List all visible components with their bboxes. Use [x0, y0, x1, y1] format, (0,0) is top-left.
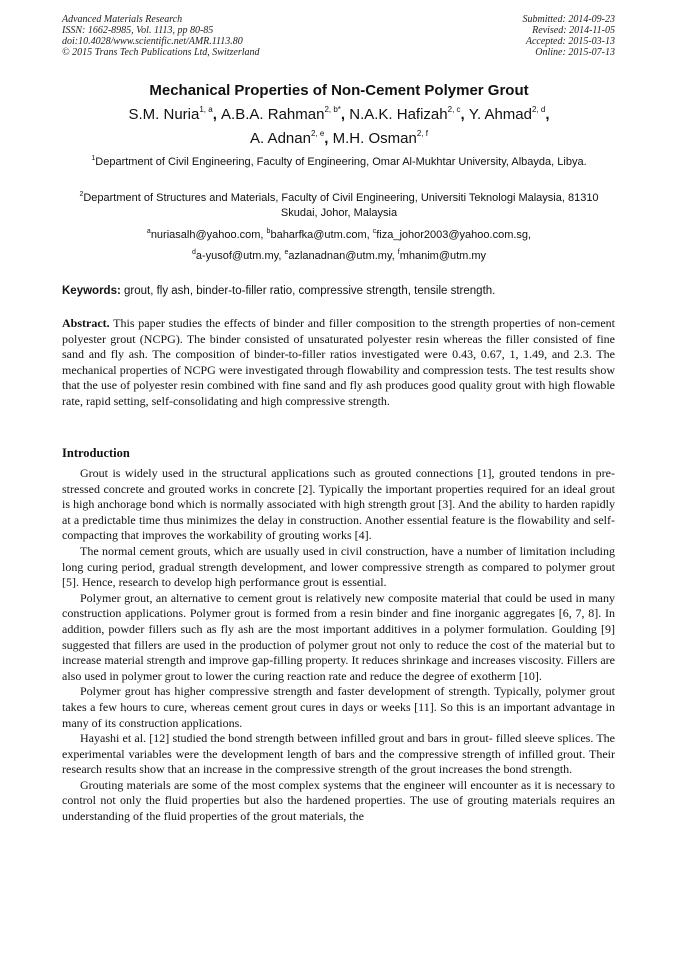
revised-date: Revised: 2014-11-05 — [532, 25, 615, 36]
author-affiliation-mark: 2, b* — [324, 105, 341, 114]
introduction-body — [62, 466, 615, 825]
email-mark: e — [284, 249, 289, 256]
journal-header-left — [62, 14, 260, 58]
author-name: A. Adnan — [250, 130, 311, 147]
email-address: azlanadnan@utm.my, — [288, 250, 398, 262]
body-paragraph: The normal cement grouts, which are usually used in civil construction, have a number of limitation including long curing period, gradual strength development, and lower compressive strength as compared to polymer grout [5]. Hence, research to develop high performance grout is essential. — [62, 543, 615, 590]
affiliation-text: Department of Structures and Materials, Faculty of Civil Engineering, Universiti Teknologi Malaysia, 81310 Skudai, Johor, Malaysia — [83, 192, 599, 219]
author-affiliation-mark: 2, e — [310, 129, 325, 138]
email-address: fiza_johor2003@yahoo.com.sg, — [376, 229, 532, 241]
abstract — [62, 316, 615, 409]
journal-name: Advanced Materials Research — [62, 14, 183, 25]
author-separator: , — [460, 106, 469, 123]
doi-line: doi:10.4028/www.scientific.net/AMR.1113.80 — [62, 36, 243, 47]
affiliation-number: 2 — [79, 191, 84, 198]
online-date: Online: 2015-07-13 — [535, 47, 615, 58]
author-separator: , — [340, 106, 350, 123]
keywords — [62, 285, 622, 297]
submitted-date: Submitted: 2014-09-23 — [522, 14, 615, 25]
accepted-date: Accepted: 2015-03-13 — [525, 36, 615, 47]
affiliation-text: Department of Civil Engineering, Faculty of Engineering, Omar Al-Mukhtar University, Albayda, Libya. — [95, 156, 587, 168]
keywords-label: Keywords: — [62, 285, 121, 297]
author-name: S.M. Nuria — [128, 106, 200, 123]
author-name: Y. Ahmad — [468, 106, 532, 123]
author-line-2 — [40, 129, 638, 149]
body-paragraph: Grouting materials are some of the most complex systems that the engineer will encounter as it is necessary to control not only the fluid properties but also the hardened properties. The use of grouting materials requires an understanding of the fluid properties of the grout materials, the — [62, 777, 615, 824]
email-line-1 — [40, 228, 638, 243]
author-separator: , — [545, 106, 550, 123]
author-separator: , — [324, 130, 333, 147]
author-affiliation-mark: 2, d — [531, 105, 546, 114]
author-name: M.H. Osman — [332, 130, 417, 147]
author-affiliation-mark: 2, f — [416, 129, 428, 138]
author-affiliation-mark: 2, c — [447, 105, 461, 114]
author-separator: , — [212, 106, 222, 123]
section-heading-introduction: Introduction — [62, 446, 130, 460]
affiliation-number: 1 — [91, 155, 96, 162]
author-affiliation-mark: 1, a — [199, 105, 213, 114]
body-paragraph: Grout is widely used in the structural applications such as grouted connections [1], grouted tendons in pre-stressed concrete and grouted works in concrete [2]. Typically the important properties required for an ideal grout is high anchorage bond which is normally associated with high strength grout [3]. And the ability to harden rapidly at a predictable time thus minimizes the delay in construction. Another essential feature is the flowability and self-compacting that improves the workability of grouting works [4]. — [62, 466, 615, 543]
body-paragraph: Polymer grout has higher compressive strength and faster development of strength. Typically, polymer grout takes a few hours to cure, whereas cement grout cures in days or weeks [11]. So this is an important advantage in many of its construction applications. — [62, 684, 615, 730]
affiliation-2 — [70, 191, 608, 221]
affiliation-1 — [70, 155, 608, 170]
email-address: mhanim@utm.my — [399, 250, 487, 262]
abstract-label: Abstract. — [62, 316, 110, 330]
abstract-text: This paper studies the effects of binder and filler composition to the strength properties of non-cement polyester grout (NCPG). The binder consisted of unsaturated polyester resin whereas the filler consisted of fine sand and fly ash. The composition of binder-to-filler ratios investigated were 0.43, 0.67, 1, 1.49, and 2.3. The mechanical properties of NCPG were investigated through flowability and compression tests. The test results show that the use of polyester resin combined with fine sand and fly ash produces good quality grout with high flowable rate, rapid setting, self-consolidating and high compressive strength. — [62, 316, 615, 408]
author-line-1 — [40, 105, 638, 125]
email-address: a-yusof@utm.my, — [195, 250, 285, 262]
journal-header-right — [523, 14, 616, 58]
email-mark: f — [397, 249, 400, 256]
email-mark: d — [191, 249, 196, 256]
author-name: N.A.K. Hafizah — [349, 106, 448, 123]
email-line-2 — [40, 249, 638, 264]
paper-title: Mechanical Properties of Non-Cement Polymer Grout — [149, 82, 529, 99]
email-mark: c — [372, 228, 377, 235]
issn-line: ISSN: 1662-8985, Vol. 1113, pp 80-85 — [62, 25, 214, 36]
copyright-line: © 2015 Trans Tech Publications Ltd, Switzerland — [62, 47, 260, 58]
email-address: baharfka@utm.com, — [270, 229, 373, 241]
author-name: A.B.A. Rahman — [221, 106, 325, 123]
body-paragraph: Polymer grout, an alternative to cement grout is relatively new composite material that could be used in many construction applications. Polymer grout is formed from a resin binder and fine inorganic aggregates [6, 7, 8]. In addition, powder fillers such as fly ash are the most important additives in a polymer formulation. Goulding [9] suggested that fillers are used in the production of polymer grout not only to reduce the cost of the material but to increase material strength and improve gap-filling property. It reduces shrinkage and increases viscosity. Fillers are also used in polymer grout to lower the curing reaction rate and reduce the degree of exotherm [10]. — [62, 590, 615, 683]
keywords-text: grout, fly ash, binder-to-filler ratio, compressive strength, tensile strength. — [120, 285, 496, 297]
email-address: nuriasalh@yahoo.com, — [150, 229, 267, 241]
email-mark: b — [266, 228, 271, 235]
email-mark: a — [146, 228, 151, 235]
body-paragraph: Hayashi et al. [12] studied the bond strength between infilled grout and bars in grout- filled sleeve splices. The experimental variables were the development length of bars and the compressive strength of infilled grout. Their research results show that an increase in the compressive strength of the grout increases the bond strength. — [62, 731, 615, 777]
